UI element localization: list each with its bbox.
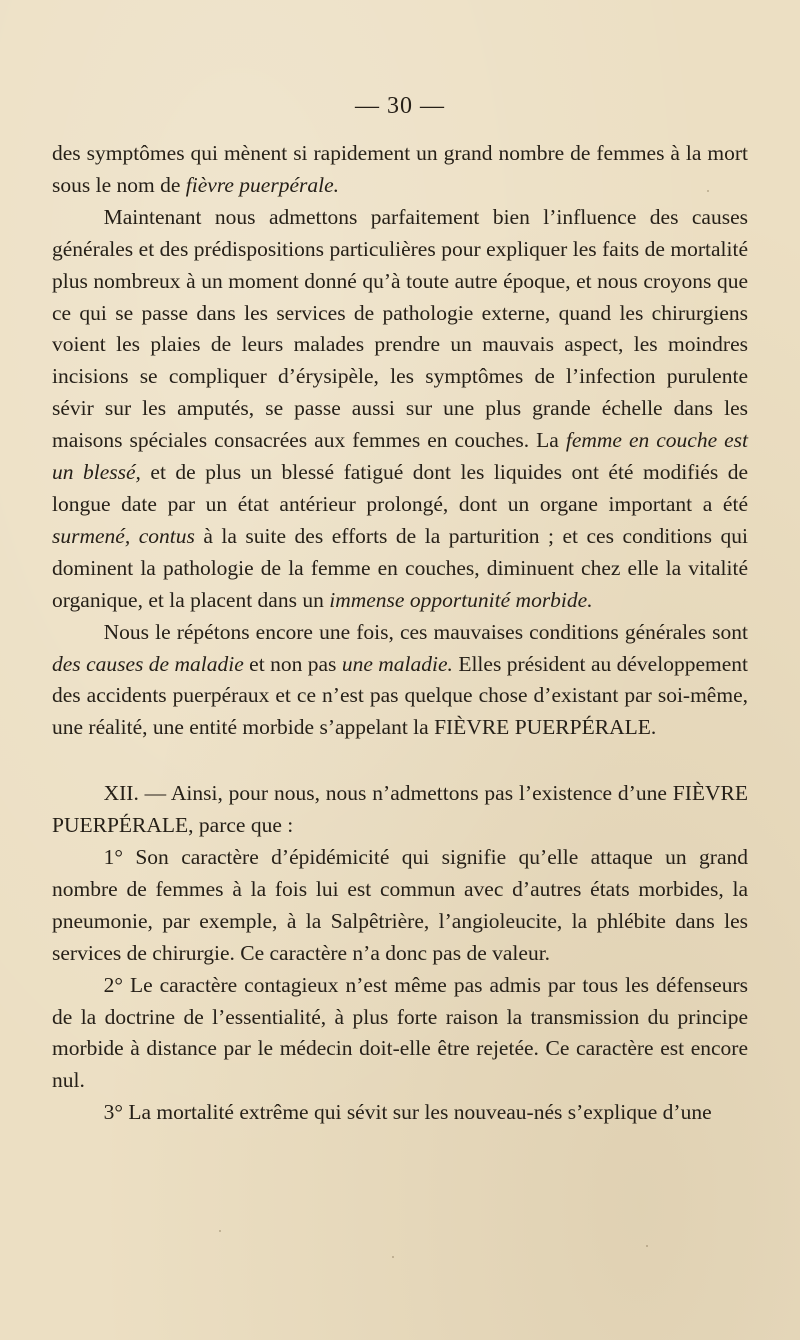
text-run: des symptômes qui mènent si rapidement un grand nombre de femmes à la mort sous le nom de	[52, 141, 748, 197]
text-run: 2° Le caractère contagieux n’est même pas admis par tous les défenseurs de la doctrine de l’essentialité, à plus forte raison la transmission du principe morbide à distance par le médecin doit-elle être rejetée. Ce caractère est encore nul.	[52, 972, 748, 1093]
italic-run: surmené, contus	[52, 523, 195, 548]
italic-run: une maladie.	[341, 651, 453, 676]
text-run: et non pas	[243, 651, 342, 676]
text-run: Maintenant nous admettons parfaitement bien l’influence des causes générales et des prédispositions particulières pour expliquer les faits de mortalité plus nombreux à un moment donné qu’à toute autre époque, et nous croyons que ce qui se passe dans les services de pathologie externe, quand les chirurgiens voient les plaies de leurs malades prendre un mauvais aspect, les moindres incisions se compliquer d’érysipèle, les symptômes de l’infection purulente sévir sur les amputés, se passe aussi sur une plus grande échelle dans les maisons spéciales consacrées aux femmes en couches. La	[52, 204, 748, 453]
point-2-paragraph	[52, 970, 748, 1098]
paper-speck	[707, 190, 709, 192]
paper-speck	[219, 1230, 221, 1232]
italic-run: fièvre puerpérale.	[185, 172, 340, 197]
text-run: à la suite des efforts de la parturition ; et ces conditions qui dominent la pathologie de la femme en couches, diminuent chez elle la vitalité organique, et la placent dans un	[52, 523, 748, 612]
paragraph-1	[52, 138, 748, 202]
text-run: et de plus un blessé fatigué dont les liquides ont été modifiés de longue date par un état antérieur prolongé, dont un organe important a été	[52, 460, 748, 516]
paper-speck	[646, 1245, 648, 1247]
text-run: 3° La mortalité extrême qui sévit sur les nouveau-nés s’explique d’une	[103, 1100, 712, 1125]
paragraph-2	[52, 202, 748, 617]
page-number: — 30 —	[355, 93, 445, 119]
text-run: XII. — Ainsi, pour nous, nous n’admettons pas l’existence d’une FIÈVRE PUERPÉRALE, parce que :	[52, 781, 748, 838]
body-text	[52, 138, 748, 1129]
section-xii-paragraph	[52, 778, 748, 842]
paragraph-3	[52, 617, 748, 745]
italic-run: femme en couche est un blessé,	[52, 428, 748, 485]
paper-speck	[392, 1256, 394, 1258]
text-run: Nous le répétons encore une fois, ces mauvaises conditions générales sont	[103, 619, 748, 644]
italic-run: immense opportunité morbide.	[329, 587, 593, 612]
point-3-paragraph	[52, 1097, 748, 1129]
point-1-paragraph	[52, 842, 748, 970]
text-run: 1° Son caractère d’épidémicité qui signifie qu’elle attaque un grand nombre de femmes à la fois lui est commun avec d’autres états morbides, la pneumonie, par exemple, à la Salpêtrière, l’angioleucite, la phlébite dans les services de chirurgie. Ce caractère n’a donc pas de valeur.	[52, 845, 748, 965]
italic-run: des causes de maladie	[52, 651, 244, 676]
text-run: Elles président au développement des accidents puerpéraux et ce n’est pas quelque chose d’existant par soi-même, une réalité, une entité morbide s’appelant la FIÈVRE PUERPÉRALE.	[52, 651, 748, 740]
